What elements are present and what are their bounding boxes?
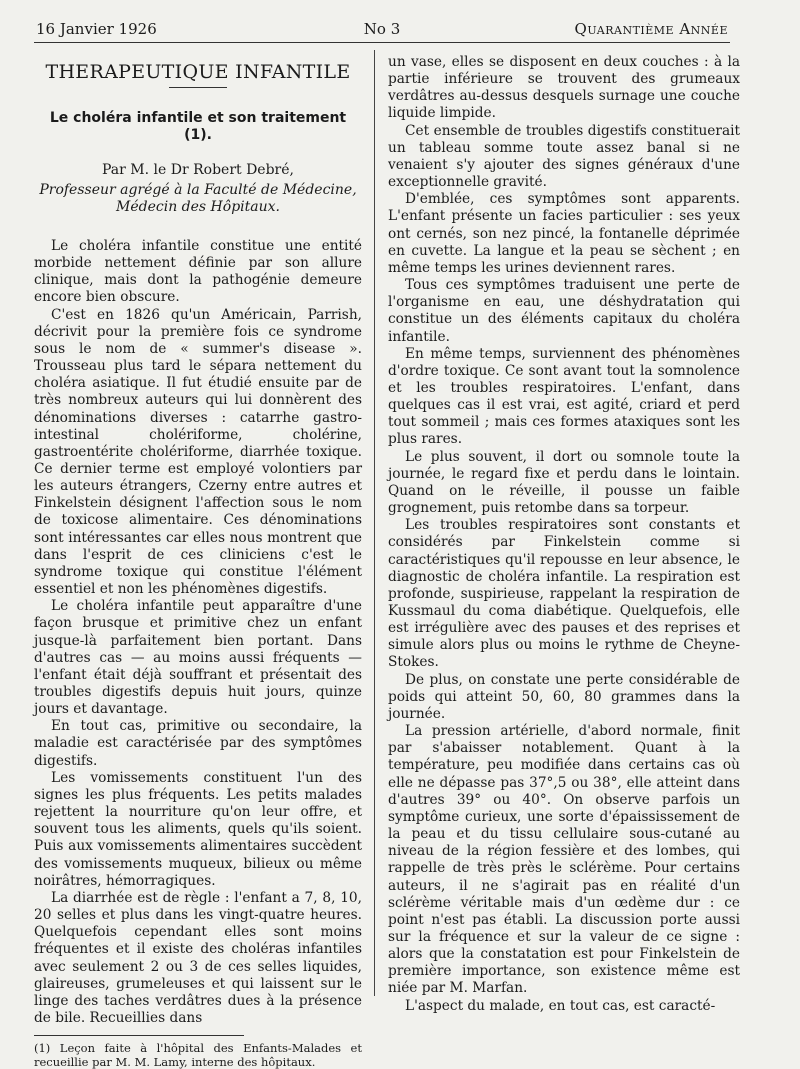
title-rule — [169, 87, 227, 88]
paragraph: un vase, elles se disposent en deux couches : à la partie inférieure se trouvent des grumeaux verdâtres au-dessus desquels surnage une couche liquide limpide. — [388, 54, 740, 122]
paragraph: L'aspect du malade, en tout cas, est caracté- — [405, 997, 716, 1014]
paragraph: La diarrhée est de règle : l'enfant a 7, 8, 10, 20 selles et plus dans les vingt-quatre heures. Quelquefois cependant elles sont moins fréquentes et il existe des choléras infantiles avec seulement 2 ou 3 de ces selles liquides, glaireuses, grumeleuses et qui laissent sur le linge des taches verdâtres dues à la présence de bile. Recueillies dans — [34, 889, 362, 1026]
footnote: (1) Leçon faite à l'hôpital des Enfants-Malades et recueillie par M. M. Lamy, interne des hôpitaux. — [34, 1041, 362, 1069]
paragraph: En tout cas, primitive ou secondaire, la maladie est caractérisée par des symptômes digestifs. — [34, 718, 362, 769]
article-title: Le choléra infantile et son traitement (1). — [49, 110, 347, 144]
author-byline: Par M. le Dr Robert Debré, — [102, 162, 294, 179]
section-title: THERAPEUTIQUE INFANTILE — [45, 61, 351, 83]
paragraph: Le choléra infantile peut apparaître d'une façon brusque et primitive chez un enfant jusque-là parfaitement bien portant. Dans d'autres cas — au moins aussi fréquents — l'enfant était déjà souffrant et présentait des troubles digestifs depuis huit jours, quinze jours et davantage. — [34, 598, 362, 718]
paragraph: Les vomissements constituent l'un des signes les plus fréquents. Les petits malades rejettent la nourriture qu'on leur offre, et souvent tous les aliments, quels qu'ils soient. Puis aux vomissements alimentaires succèdent des vomissements muqueux, bilieux ou même noirâtres, hémorragiques. — [34, 769, 362, 889]
left-column — [34, 54, 362, 1069]
right-column — [388, 54, 740, 1015]
author-affiliation-1: Professeur agrégé à la Faculté de Médecine, — [39, 181, 357, 198]
paragraph: Cet ensemble de troubles digestifs constituerait un tableau somme toute assez banal si ne venaient s'y ajouter des signes généraux d'une exceptionnelle gravité. — [388, 122, 740, 191]
author-affiliation-2: Médecin des Hôpitaux. — [116, 198, 280, 215]
paragraph: C'est en 1826 qu'un Américain, Parrish, décrivit pour la première fois ce syndrome sous le nom de « summer's disease ». Trousseau plus tard le sépara nettement du choléra asiatique. Il fut étudié ensuite par de très nombreux auteurs qui lui donnèrent des dénominations diverses : catarrhe gastro-intestinal cholériforme, cholérine, gastroentérite cholériforme, diarrhée toxique. Ce dernier terme est employé volontiers par les auteurs étrangers, Czerny entre autres et Finkelstein désignent l'affection sous le nom de toxicose alimentaire. Ces dénominations sont intéressantes car elles nous montrent que dans l'esprit de ces cliniciens c'est le syndrome toxique qui constitue l'élément essentiel et non les phénomènes digestifs. — [34, 306, 362, 598]
issue-number: No 3 — [363, 20, 401, 38]
footnote-rule — [34, 1035, 244, 1036]
paragraph: Le plus souvent, il dort ou somnole toute la journée, le regard fixe et perdu dans le lointain. Quand on le réveille, il pousse un faible grognement, puis retombe dans sa torpeur. — [388, 448, 740, 517]
paragraph: Tous ces symptômes traduisent une perte de l'organisme en eau, une déshydratation qui constitue un des éléments capitaux du choléra infantile. — [388, 277, 740, 345]
running-header — [36, 20, 728, 42]
issue-date: 16 Janvier 1926 — [36, 20, 157, 38]
paragraph: De plus, on constate une perte considérable de poids qui atteint 50, 60, 80 grammes dans la journée. — [388, 671, 740, 722]
volume-label: Quarantième Année — [574, 20, 728, 38]
paragraph: D'emblée, ces symptômes sont apparents. L'enfant présente un facies particulier : ses yeux ont cernés, son nez pincé, la fontanelle déprimée en cuvette. La langue et la peau se sèchent ; en même temps les urines deviennent rares. — [388, 191, 740, 276]
paragraph: Les troubles respiratoires sont constants et considérés par Finkelstein comme si caractéristiques qu'il repousse en leur absence, le diagnostic de choléra infantile. La respiration est profonde, suspirieuse, rappelant la respiration de Kussmaul du coma diabétique. Quelquefois, elle est irrégulière avec des pauses et des reprises et simule alors plus ou moins le rythme de Cheyne-Stokes. — [388, 517, 740, 671]
column-divider — [374, 50, 375, 996]
header-rule — [34, 42, 730, 43]
paragraph: Le choléra infantile constitue une entité morbide nettement définie par son allure clinique, mais dont la pathogénie demeure encore bien obscure. — [34, 237, 362, 306]
paragraph: La pression artérielle, d'abord normale, finit par s'abaisser notablement. Quant à la température, peu modifiée dans certains cas où elle ne dépasse pas 37°,5 ou 38°, elle atteint dans d'autres 39° ou 40°. On observe parfois un symptôme curieux, une sorte d'épaississement de la peau et du tissu cellulaire sous-cutané au niveau de la région fessière et des lombes, qui rappelle de très près le sclérème. Pour certains auteurs, il ne s'agirait pas en réalité d'un sclérème véritable mais d'un œdème dur : ce point n'est pas établi. La discussion porte aussi sur la fréquence et sur la valeur de ce signe : alors que la constatation est pour Finkelstein de première importance, son existence même est niée par M. Marfan. — [388, 723, 740, 997]
paragraph: En même temps, surviennent des phénomènes d'ordre toxique. Ce sont avant tout la somnolence et les troubles respiratoires. L'enfant, dans quelques cas il est vrai, est agité, criard et perd tout sommeil ; mais ces formes ataxiques sont les plus rares. — [388, 345, 740, 448]
